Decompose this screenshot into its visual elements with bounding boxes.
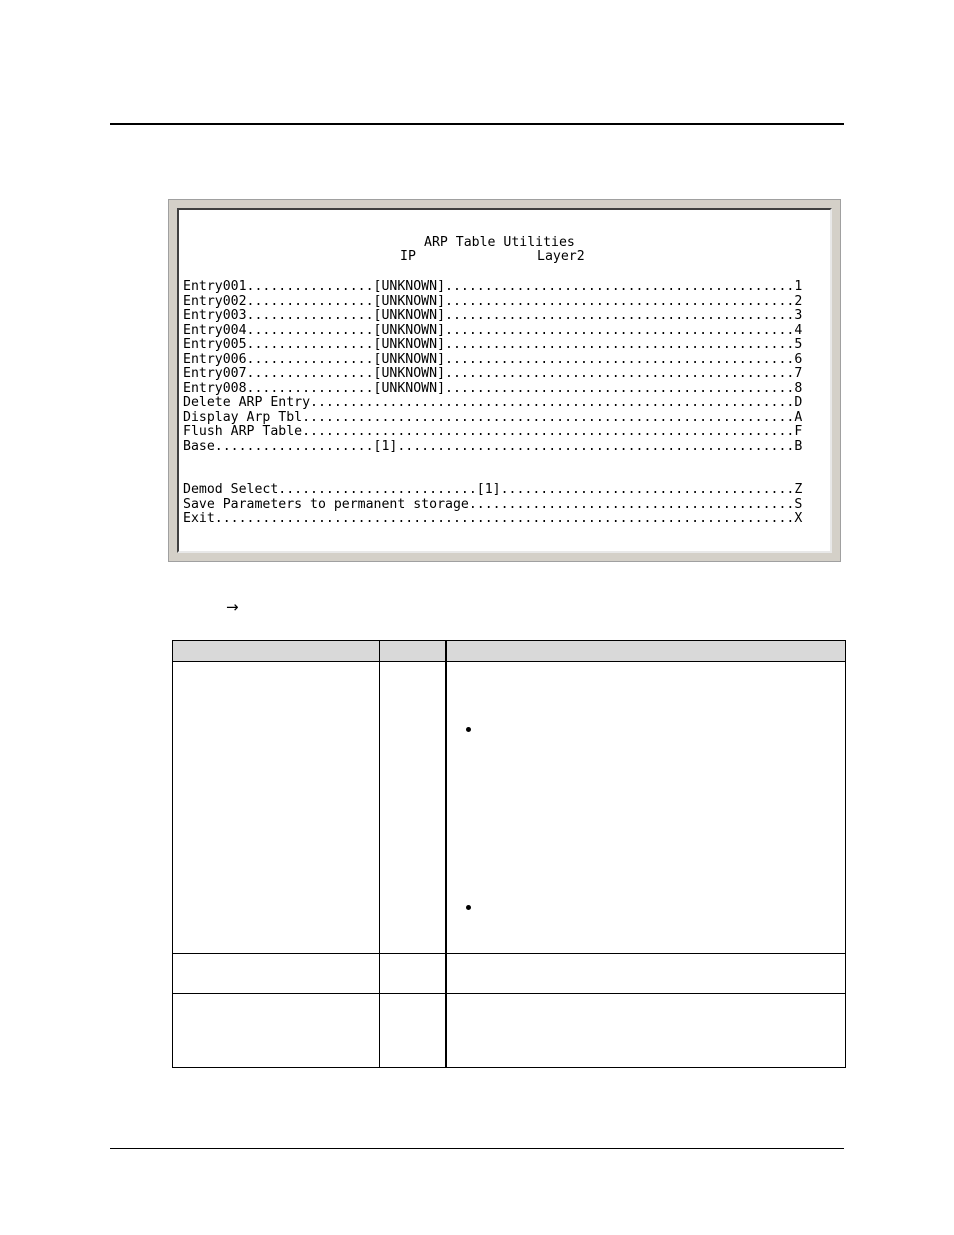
row-divider <box>173 993 845 994</box>
right-arrow-icon: → <box>226 598 239 616</box>
menu-item-entry004[interactable]: Entry004................[UNKNOWN]............................................4 <box>183 322 803 338</box>
menu-item-entry003[interactable]: Entry003................[UNKNOWN]............................................3 <box>183 308 803 323</box>
bullet-icon <box>466 727 471 732</box>
table-header-row <box>173 641 845 662</box>
terminal-screen <box>177 208 832 553</box>
menu-item-flush-arp-table[interactable]: Flush ARP Table..............................................................F <box>183 424 803 439</box>
menu-item-entry002[interactable]: Entry002................[UNKNOWN]............................................2 <box>183 293 803 309</box>
menu-item-entry007[interactable]: Entry007................[UNKNOWN]............................................7 <box>183 366 803 381</box>
column-header-layer2: Layer2 <box>537 249 585 264</box>
menu-item-entry001[interactable]: Entry001................[UNKNOWN]............................................1 <box>183 279 803 294</box>
menu-item-entry008[interactable]: Entry008................[UNKNOWN]............................................8 <box>183 380 803 396</box>
footer-rule <box>110 1148 844 1149</box>
terminal-window <box>168 199 841 562</box>
menu-item-delete-arp-entry[interactable]: Delete ARP Entry.............................................................D <box>183 395 803 410</box>
menu-item-entry006[interactable]: Entry006................[UNKNOWN]............................................6 <box>183 351 803 367</box>
column-divider <box>445 641 447 1067</box>
menu-item-base[interactable]: Base....................[1]..................................................B <box>183 438 803 454</box>
bullet-icon <box>466 905 471 910</box>
menu-item-display-arp-tbl[interactable]: Display Arp Tbl..............................................................A <box>183 409 803 425</box>
column-divider <box>379 641 380 1067</box>
description-table <box>172 640 846 1068</box>
column-header-ip: IP <box>400 249 416 264</box>
row-divider <box>173 953 845 954</box>
menu-title: ARP Table Utilities <box>424 235 575 250</box>
menu-item-save-parameters[interactable]: Save Parameters to permanent storage.........................................S <box>183 496 803 512</box>
header-rule <box>110 123 844 125</box>
menu-item-demod-select[interactable]: Demod Select.........................[1].....................................Z <box>183 482 803 497</box>
terminal-text <box>179 210 830 529</box>
menu-item-exit[interactable]: Exit.........................................................................X <box>183 511 803 526</box>
menu-item-entry005[interactable]: Entry005................[UNKNOWN]............................................5 <box>183 337 803 352</box>
